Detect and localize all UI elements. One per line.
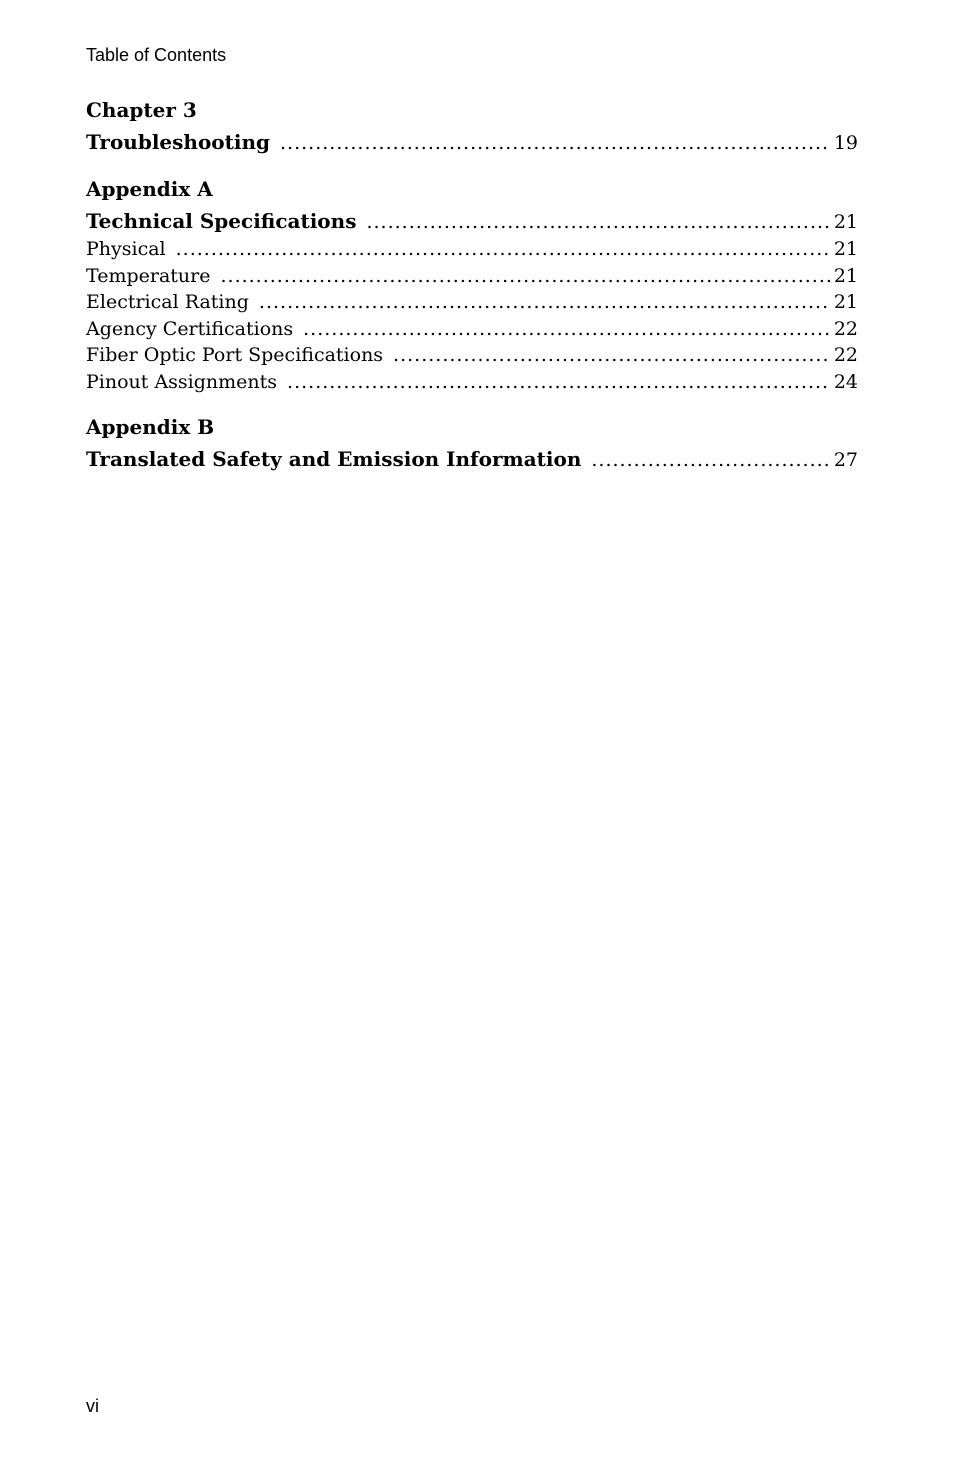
toc-entry-page: 19 bbox=[833, 132, 858, 154]
dot-leader bbox=[176, 236, 831, 263]
toc-entry-temperature[interactable] bbox=[86, 263, 858, 290]
toc-section-appendix-b bbox=[86, 413, 858, 474]
toc-section-appendix-a bbox=[86, 175, 858, 395]
toc-entry-pinout-assignments[interactable] bbox=[86, 369, 858, 396]
toc-entry-title: Electrical Rating bbox=[86, 291, 249, 313]
toc-entry-page: 27 bbox=[833, 449, 858, 471]
dot-leader bbox=[393, 342, 831, 369]
dot-leader bbox=[303, 316, 831, 343]
dot-leader bbox=[220, 263, 830, 290]
toc-entry-electrical-rating[interactable] bbox=[86, 289, 858, 316]
toc-entry-agency-certifications[interactable] bbox=[86, 316, 858, 343]
dot-leader bbox=[591, 446, 830, 474]
toc-entry-title: Translated Safety and Emission Information bbox=[86, 447, 582, 471]
toc-entry-technical-specifications[interactable] bbox=[86, 207, 858, 236]
toc-entry-page: 21 bbox=[833, 211, 858, 233]
toc-entry-fiber-optic-port-specifications[interactable] bbox=[86, 342, 858, 369]
toc-entry-title: Temperature bbox=[86, 264, 211, 287]
toc-entry-physical[interactable] bbox=[86, 236, 858, 263]
dot-leader bbox=[259, 289, 831, 316]
toc-entry-title: Physical bbox=[86, 238, 166, 260]
running-header: Table of Contents bbox=[86, 45, 227, 65]
toc-entry-title: Pinout Assignments bbox=[86, 370, 278, 393]
toc-entry-page: 24 bbox=[833, 370, 858, 393]
dot-leader bbox=[287, 369, 831, 396]
toc-entry-page: 21 bbox=[833, 291, 858, 313]
toc-entry-title: Troubleshooting bbox=[86, 130, 270, 154]
table-of-contents bbox=[86, 96, 858, 474]
toc-entry-page: 21 bbox=[833, 238, 858, 260]
toc-entry-troubleshooting[interactable] bbox=[86, 128, 858, 157]
section-label: Chapter 3 bbox=[86, 98, 197, 122]
section-label: Appendix A bbox=[86, 177, 213, 201]
toc-entry-title: Fiber Optic Port Specifications bbox=[86, 344, 384, 366]
page-number: vi bbox=[86, 1396, 99, 1416]
toc-entry-page: 21 bbox=[833, 264, 858, 287]
toc-entry-page: 22 bbox=[833, 344, 858, 366]
toc-entry-translated-safety[interactable] bbox=[86, 445, 858, 474]
dot-leader bbox=[280, 129, 831, 157]
toc-section-chapter-3 bbox=[86, 96, 858, 157]
section-label: Appendix B bbox=[86, 415, 215, 439]
toc-entry-title: Agency Certifications bbox=[86, 317, 294, 340]
toc-entry-title: Technical Specifications bbox=[86, 209, 357, 233]
toc-entry-page: 22 bbox=[833, 317, 858, 340]
dot-leader bbox=[366, 208, 830, 236]
